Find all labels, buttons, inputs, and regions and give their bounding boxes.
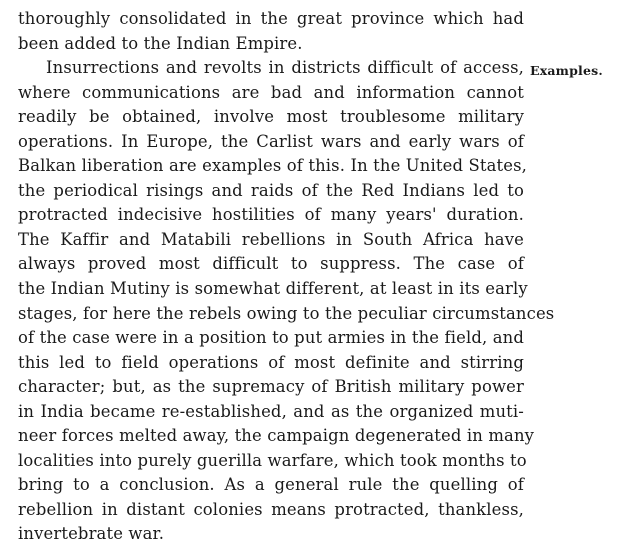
text-line: of the case were in a position to put armies in the field, and: [18, 328, 524, 348]
text-line: localities into purely guerilla warfare, which took months to: [18, 450, 527, 470]
text-line: the periodical risings and raids of the Red Indians led to: [18, 180, 524, 200]
text-line: stages, for here the rebels owing to the peculiar circumstances: [18, 303, 555, 323]
body-text: [18, 7, 555, 547]
text-line: protracted indecisive hostilities of many years' duration.: [18, 205, 524, 225]
text-line: rebellion in distant colonies means protracted, thankless,: [18, 499, 524, 519]
paragraph-first-line: Insurrections and revolts in districts difficult of access,: [46, 58, 524, 78]
text-line: thoroughly consolidated in the great province which had: [18, 9, 524, 28]
text-line: bring to a conclusion. As a general rule the quelling of: [18, 475, 524, 495]
text-line: in India became re-established, and as the organized muti-: [18, 401, 524, 421]
text-line: neer forces melted away, the campaign degenerated in many: [18, 426, 535, 446]
text-line: where communications are bad and information cannot: [18, 82, 524, 102]
text-line: operations. In Europe, the Carlist wars and early wars of: [18, 131, 524, 151]
text-line: the Indian Mutiny is somewhat different, at least in its early: [18, 279, 528, 299]
paragraph-end-line: been added to the Indian Empire.: [18, 33, 303, 53]
paragraph-end-line: invertebrate war.: [18, 524, 165, 544]
text-line: The Kaffir and Matabili rebellions in South Africa have: [18, 229, 524, 249]
text-line: this led to field operations of most definite and stirring: [18, 352, 524, 372]
text-line: Balkan liberation are examples of this. In the United States,: [18, 156, 528, 176]
margin-note: Examples.: [530, 63, 603, 78]
text-line: always proved most difficult to suppress. The case of: [18, 254, 524, 274]
text-line: readily be obtained, involve most troublesome military: [18, 107, 524, 127]
text-line: character; but, as the supremacy of British military power: [18, 377, 524, 397]
